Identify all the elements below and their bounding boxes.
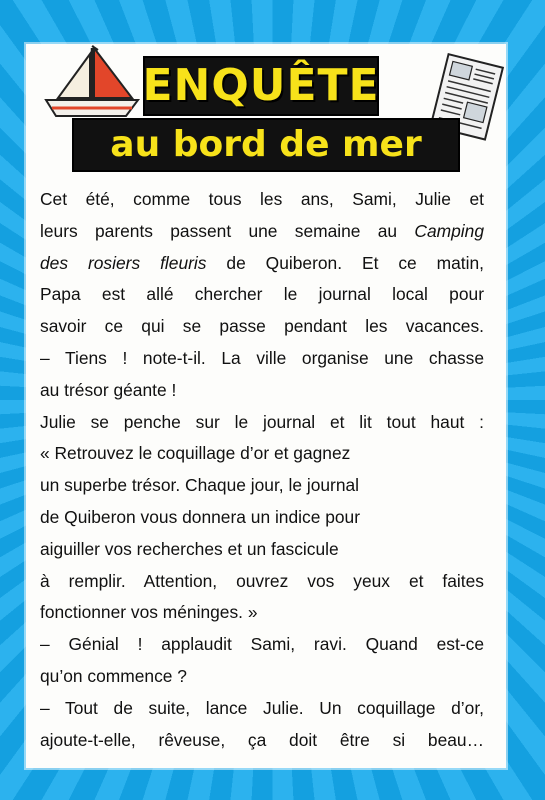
text-line: fonctionner vos méninges. »	[40, 602, 258, 623]
text-line: ajoute-t-elle, rêveuse, ça doit être si beau…	[40, 729, 484, 750]
text-line: – Génial ! applaudit Sami, ravi. Quand est-ce	[40, 634, 484, 655]
text-line: Julie se penche sur le journal et lit tout haut :	[40, 411, 484, 432]
text-line: des rosiers fleuris de Quiberon. Et ce matin,	[40, 252, 484, 273]
title-line-1: ENQUÊTE	[142, 60, 380, 111]
text-line: qu’on commence ?	[40, 665, 187, 686]
text-line: Cet été, comme tous les ans, Sami, Julie et	[40, 189, 484, 209]
text-line: au trésor géante !	[40, 379, 177, 400]
text-line: leurs parents passent une semaine au Camping	[40, 220, 484, 241]
title-band-top	[143, 56, 379, 116]
title-line-2: au bord de mer	[110, 124, 422, 165]
story-text	[40, 184, 484, 756]
text-line: « Retrouvez le coquillage d’or et gagnez	[40, 443, 351, 464]
text-line: de Quiberon vous donnera un indice pour	[40, 506, 361, 527]
text-line: – Tiens ! note-t-il. La ville organise une chasse	[40, 347, 484, 368]
text-line: – Tout de suite, lance Julie. Un coquillage d’or,	[40, 697, 484, 718]
text-line: Papa est allé chercher le journal local pour	[40, 284, 484, 305]
text-line: aiguiller vos recherches et un fascicule	[40, 538, 339, 559]
text-line: un superbe trésor. Chaque jour, le journal	[40, 475, 360, 496]
sailboat-icon	[40, 40, 140, 120]
text-line: savoir ce qui se passe pendant les vacances.	[40, 316, 484, 337]
text-line: à remplir. Attention, ouvrez vos yeux et faites	[40, 570, 484, 591]
title-band-bottom	[72, 118, 460, 172]
